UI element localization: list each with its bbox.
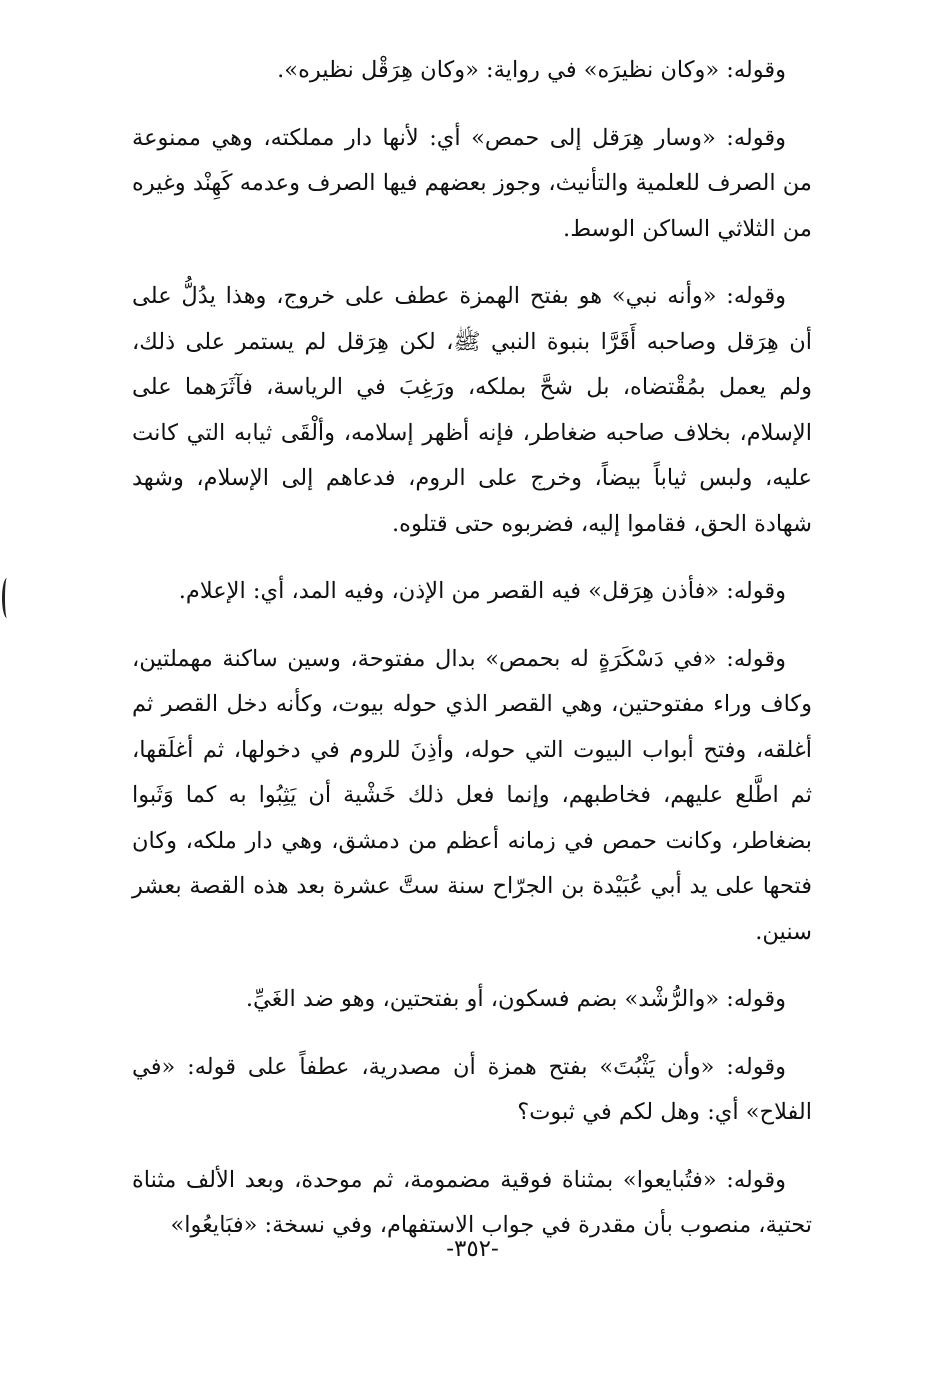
- paragraph: وقوله: «وكان نظيرَه» في رواية: «وكان هِرَقْل نظيره».: [277, 57, 786, 83]
- paragraph: وقوله: «فأذن هِرَقل» فيه القصر من الإذن، وفيه المد، أي: الإعلام.: [178, 578, 786, 604]
- paragraph: وقوله: «والرُّشْد» بضم فسكون، أو بفتحتين، وهو ضد الغَيِّ.: [245, 986, 786, 1012]
- scan-edge-mark: [2, 578, 12, 618]
- page-number: -٣٥٢-: [446, 1236, 499, 1262]
- paragraph: وقوله: «وسار هِرَقل إلى حمص» أي: لأنها دار مملكته، وهي ممنوعة من الصرف للعلمية والتأنيث، وجوز بعضهم فيها الصرف وعدمه كَهِنْد وغيره من الثلاثي الساكن الوسط.: [132, 124, 812, 242]
- paragraph: وقوله: «فتُبايعوا» بمثناة فوقية مضمومة، ثم موحدة، وبعد الألف مثناة تحتية، منصوب بأن مقدرة في جواب الاستفهام، وفي نسخة: «فبَايعُوا»: [132, 1166, 812, 1238]
- paragraph: وقوله: «وأنه نبي» هو بفتح الهمزة عطف على خروج، وهذا يدُلُّ على أن هِرَقل وصاحبه أَقَرَّا بنبوة النبي ﷺ، لكن هِرَقل لم يستمر على ذلك، ولم يعمل بمُقْتضاه، بل شحَّ بملكه، ورَغِبَ في الرياسة، فآثَرَهما على الإسلام، بخلاف صاحبه ضغاطر، فإنه أظهر إسلامه، وألْقَى ثيابه التي كانت عليه، ولبس ثياباً بيضاً، وخرج على الروم، فدعاهم إلى الإسلام، وشهد شهادة الحق، فقاموا إليه، فضربوه حتى قتلوه.: [132, 283, 812, 537]
- page-body: [132, 48, 812, 1271]
- paragraph: وقوله: «وأن يَثْبُتَ» بفتح همزة أن مصدرية، عطفاً على قوله: «في الفلاح» أي: وهل لكم في ثبوت؟: [132, 1053, 812, 1125]
- paragraph: وقوله: «في دَسْكَرَةٍ له بحمص» بدال مفتوحة، وسين ساكنة مهملتين، وكاف وراء مفتوحتين، وهي القصر الذي حوله بيوت، وكأنه دخل القصر ثم أغلقه، وفتح أبواب البيوت التي حوله، وأذِنَ للروم في دخولها، ثم أغلَقها، ثم اطَّلع عليهم، فخاطبهم، وإنما فعل ذلك خَشْية أن يَثِبُوا به كما وَثَبوا بضغاطر، وكانت حمص في زمانه أعظم من دمشق، وهي دار ملكه، وكان فتحها على يد أبي عُبَيْدة بن الجرّاح سنة ستَّ عشرة بعد هذه القصة بعشر سنين.: [132, 645, 812, 945]
